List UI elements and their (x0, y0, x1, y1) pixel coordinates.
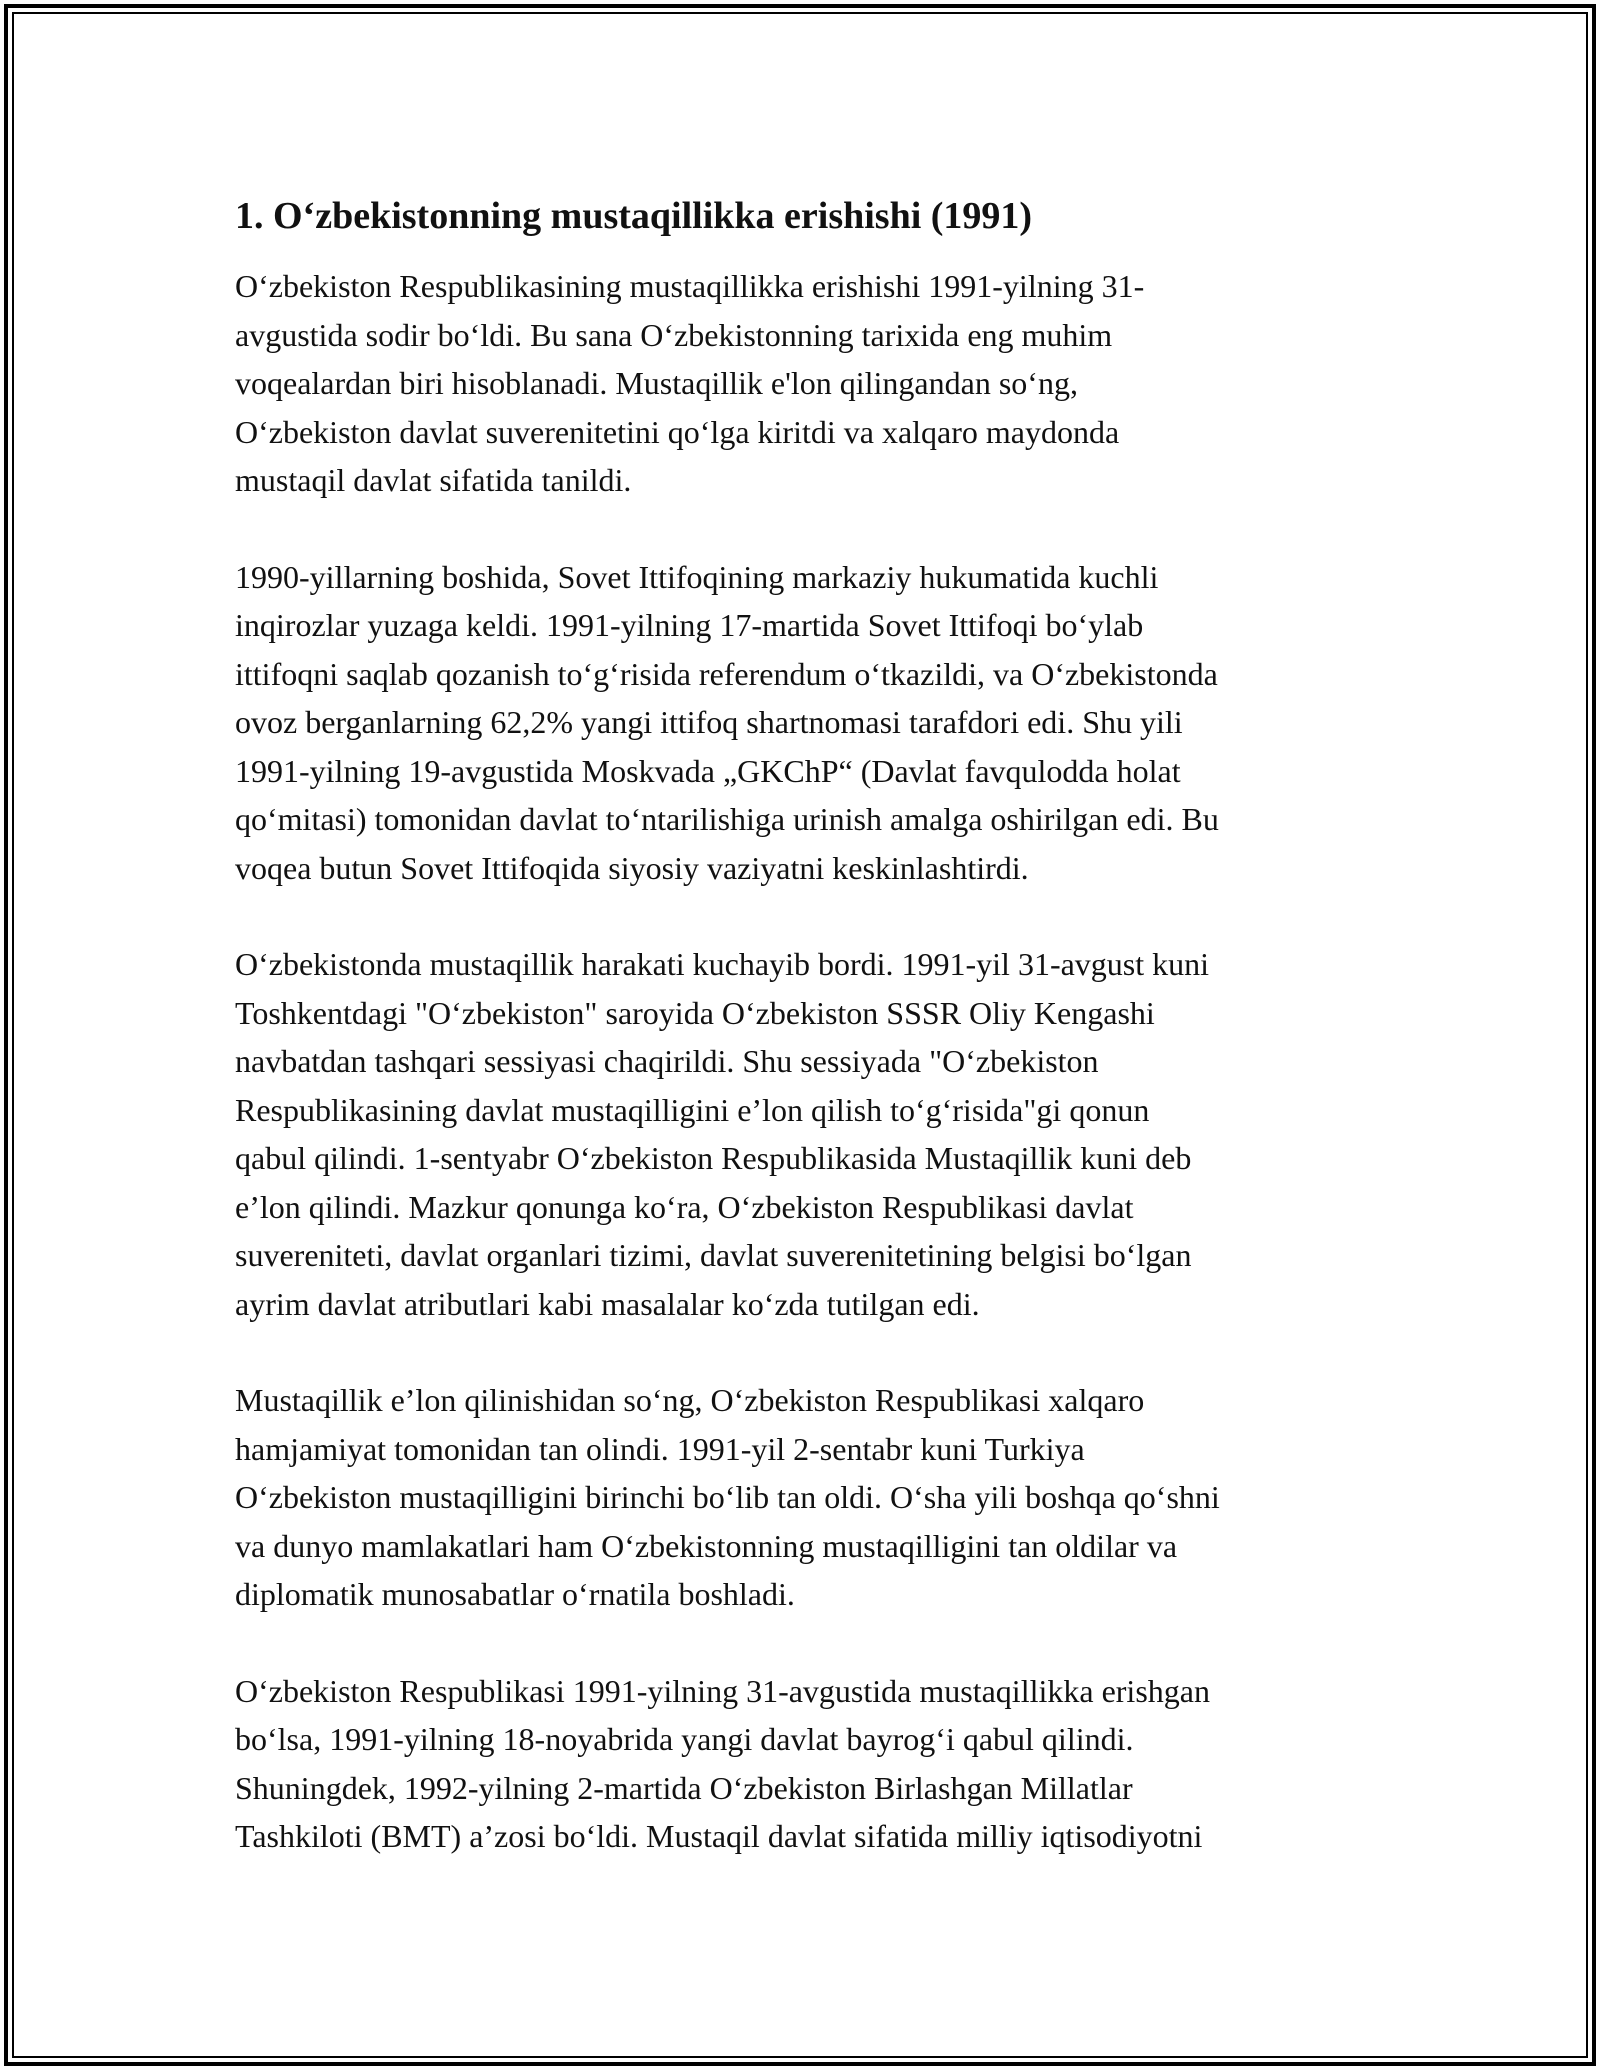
paragraph-line: voqealardan biri hisoblanadi. Mustaqillik e'lon qilingandan so‘ng, (235, 365, 1078, 401)
paragraph-line: ittifoqni saqlab qozanish to‘g‘risida referendum o‘tkazildi, va O‘zbekistonda (235, 655, 1218, 692)
paragraph-line: ayrim davlat atributlari kabi masalalar ko‘zda tutilgan edi. (235, 1285, 980, 1322)
document-body (235, 192, 1375, 1861)
paragraph-line: va dunyo mamlakatlari ham O‘zbekistonning mustaqilligini tan oldilar va (235, 1527, 1178, 1564)
paragraph-line: O‘zbekiston davlat suverenitetini qo‘lga kiritdi va xalqaro maydonda (235, 413, 1120, 450)
paragraph-line: avgustida sodir bo‘ldi. Bu sana O‘zbekistonning tarixida eng muhim (235, 316, 1113, 353)
paragraph (235, 262, 1375, 505)
paragraph-line: O‘zbekiston Respublikasining mustaqillikka erishishi 1991-yilning 31- (235, 268, 1145, 304)
paragraph-line: navbatdan tashqari sessiyasi chaqirildi. Shu sessiyada "O‘zbekiston (235, 1043, 1099, 1079)
paragraph-line: suvereniteti, davlat organlari tizimi, davlat suverenitetining belgisi bo‘lgan (235, 1237, 1192, 1273)
paragraph-line: voqea butun Sovet Ittifoqida siyosiy vaziyatni keskinlashtirdi. (235, 849, 1029, 886)
paragraph (235, 940, 1375, 1328)
paragraph-line: hamjamiyat tomonidan tan olindi. 1991-yil 2-sentabr kuni Turkiya (235, 1430, 1085, 1467)
paragraph-list (235, 262, 1375, 1861)
paragraph-line: Mustaqillik e’lon qilinishidan so‘ng, O‘zbekiston Respublikasi xalqaro (235, 1382, 1145, 1418)
paragraph (235, 553, 1375, 893)
paragraph-line: bo‘lsa, 1991-yilning 18-noyabrida yangi davlat bayrog‘i qabul qilindi. (235, 1721, 1134, 1757)
paragraph-line: Shuningdek, 1992-yilning 2-martida O‘zbekiston Birlashgan Millatlar (235, 1769, 1133, 1806)
paragraph-line: O‘zbekiston mustaqilligini birinchi bo‘lib tan oldi. O‘sha yili boshqa qo‘shni (235, 1479, 1220, 1515)
paragraph-line: 1990-yillarning boshida, Sovet Ittifoqining markaziy hukumatida kuchli (235, 558, 1159, 595)
paragraph-line: qo‘mitasi) tomonidan davlat to‘ntarilishiga urinish amalga oshirilgan edi. Bu (235, 801, 1219, 837)
paragraph-line: inqirozlar yuzaga keldi. 1991-yilning 17-martida Sovet Ittifoqi bo‘ylab (235, 607, 1144, 643)
paragraph-line: Toshkentdagi "O‘zbekiston" saroyida O‘zbekiston SSSR Oliy Kengashi (235, 994, 1155, 1031)
paragraph (235, 1376, 1375, 1619)
section-title: 1. O‘zbekistonning mustaqillikka erishishi (1991) (235, 195, 1033, 237)
paragraph-line: diplomatik munosabatlar o‘rnatila boshladi. (235, 1576, 795, 1612)
paragraph-line: qabul qilindi. 1-sentyabr O‘zbekiston Respublikasida Mustaqillik kuni deb (235, 1140, 1192, 1176)
paragraph-line: O‘zbekiston Respublikasi 1991-yilning 31-avgustida mustaqillikka erishgan (235, 1672, 1210, 1709)
paragraph-line: mustaqil davlat sifatida tanildi. (235, 462, 632, 498)
paragraph-line: ovoz berganlarning 62,2% yangi ittifoq shartnomasi tarafdori edi. Shu yili (235, 704, 1183, 740)
paragraph (235, 1667, 1375, 1861)
paragraph-line: Respublikasining davlat mustaqilligini e’lon qilish to‘g‘risida"gi qonun (235, 1091, 1150, 1128)
paragraph-line: O‘zbekistonda mustaqillik harakati kuchayib bordi. 1991-yil 31-avgust kuni (235, 946, 1210, 982)
paragraph-line: e’lon qilindi. Mazkur qonunga ko‘ra, O‘zbekiston Respublikasi davlat (235, 1188, 1134, 1225)
paragraph-line: 1991-yilning 19-avgustida Moskvada „GKChP“ (Davlat favqulodda holat (235, 752, 1181, 789)
paragraph-line: Tashkiloti (BMT) a’zosi bo‘ldi. Mustaqil davlat sifatida milliy iqtisodiyotni (235, 1818, 1203, 1854)
